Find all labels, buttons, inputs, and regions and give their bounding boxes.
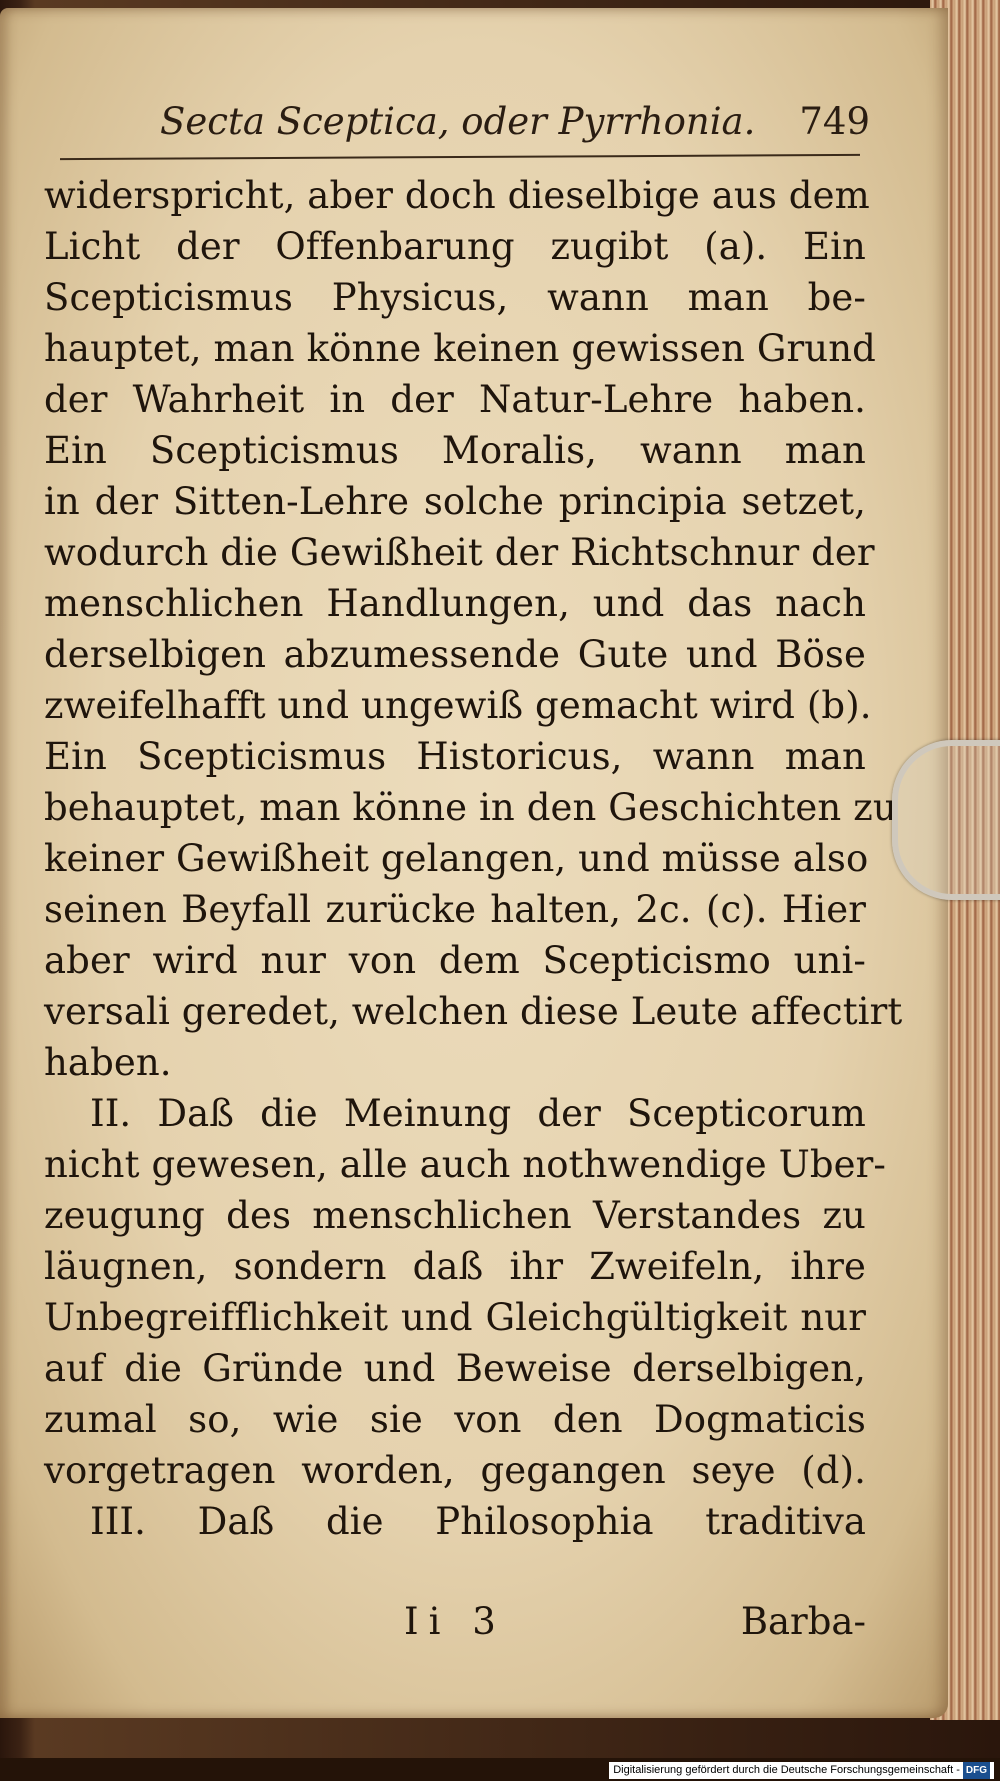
text-line: vorgetragen worden, gegangen seye (d). [44,1449,866,1492]
credit-text: Digitalisierung gefördert durch die Deutsche Forschungsgemeinschaft - [613,1764,960,1776]
text-line: III. Daß die Philosophia traditiva [90,1500,866,1543]
text-line: hauptet, man könne keinen gewissen Grund [44,327,876,370]
text-line: behauptet, man könne in den Geschichten zu [44,786,897,829]
page-footer [44,1600,866,1650]
text-line: versali geredet, welchen diese Leute affectirt [44,990,903,1033]
funding-credit [609,1762,994,1779]
text-line: wodurch die Gewißheit der Richtschnur der [44,531,875,574]
text-line: aber wird nur von dem Scepticismo uni- [44,939,866,982]
text-line: seinen Beyfall zurücke halten, 2c. (c). Hier [44,888,866,931]
text-line: nicht gewesen, alle auch nothwendige Uber- [44,1143,887,1186]
text-line: haben. [44,1041,172,1084]
running-header [160,100,870,154]
text-line: zeugung des menschlichen Verstandes zu [44,1194,866,1237]
text-line: derselbigen abzumessende Gute und Böse [44,633,866,676]
page-clip [892,740,1000,900]
signature-mark: Ii 3 [404,1600,506,1643]
catchword: Barba- [740,1600,866,1643]
text-line: läugnen, sondern daß ihr Zweifeln, ihre [44,1245,866,1288]
text-line: zweifelhafft und ungewiß gemacht wird (b). [44,684,872,727]
text-line: widerspricht, aber doch dieselbige aus dem [44,174,870,217]
text-line: Ein Scepticismus Moralis, wann man [44,429,866,472]
page-number: 749 [799,100,870,143]
text-line: Licht der Offenbarung zugibt (a). Ein [44,225,866,268]
text-line: keiner Gewißheit gelangen, und müsse also [44,837,869,880]
text-line: Unbegreifflichkeit und Gleichgültigkeit nur [44,1296,866,1339]
book-page [0,8,948,1718]
dfg-logo-icon: DFG [963,1762,990,1779]
text-line: auf die Gründe und Beweise derselbigen, [44,1347,866,1390]
text-line: in der Sitten-Lehre solche principia setzet, [44,480,866,523]
text-line: Ein Scepticismus Historicus, wann man [44,735,866,778]
header-rule [60,154,860,160]
text-line: Scepticismus Physicus, wann man be- [44,276,866,319]
running-title: Secta Sceptica, oder Pyrrhonia. [160,100,756,143]
text-line: der Wahrheit in der Natur-Lehre haben. [44,378,866,421]
text-line: II. Daß die Meinung der Scepticorum [90,1092,866,1135]
text-line: menschlichen Handlungen, und das nach [44,582,866,625]
body-text [44,170,903,1547]
text-line: zumal so, wie sie von den Dogmaticis [44,1398,866,1441]
